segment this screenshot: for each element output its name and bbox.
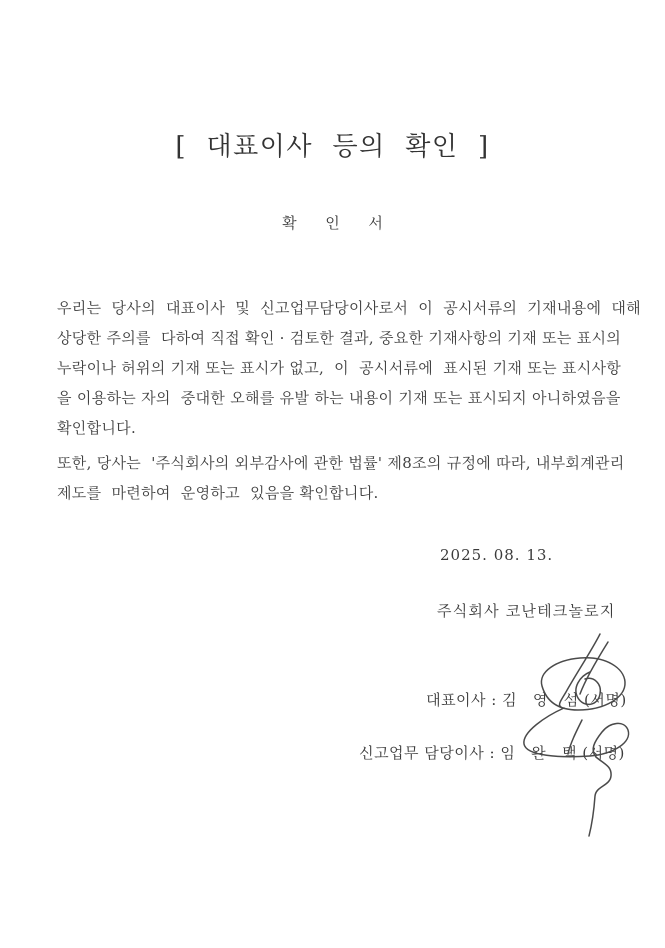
paragraph-line: 제도를 마련하여 운영하고 있음을 확인합니다.	[57, 484, 379, 502]
ceo-label: 대표이사 :	[426, 691, 503, 709]
officer-label: 신고업무 담당이사 :	[359, 744, 501, 762]
ceo-signature-line	[405, 671, 627, 728]
ceo-name: 김 영 섬	[502, 691, 579, 709]
paragraph-internal-control	[57, 448, 625, 508]
company-name: 주식회사 코난테크놀로지	[437, 602, 616, 620]
paragraph-line: 상당한 주의를 다하여 직접 확인 · 검토한 결과, 중요한 기재사항의 기재 또는 표시의	[57, 329, 622, 347]
paragraph-line: 을 이용하는 자의 중대한 오해를 유발 하는 내용이 기재 또는 표시되지 아니하였음을	[57, 389, 621, 407]
paragraph-line: 우리는 당사의 대표이사 및 신고업무담당이사로서 이 공시서류의 기재내용에 대해	[57, 299, 641, 317]
document-subtitle: 확 인 서	[282, 214, 383, 232]
officer-name: 임 완 택	[500, 744, 577, 762]
officer-sign-label: (서명)	[576, 744, 625, 762]
document-date: 2025. 08. 13.	[440, 546, 554, 564]
paragraph-line: 또한, 당사는 '주식회사의 외부감사에 관한 법률' 제8조의 규정에 따라, 내부회계관리	[57, 454, 625, 472]
paragraph-line: 확인합니다.	[57, 419, 137, 437]
ceo-sign-label: (서명)	[578, 691, 627, 709]
paragraph-line: 누락이나 허위의 기재 또는 표시가 없고, 이 공시서류에 표시된 기재 또는 표시사항	[57, 359, 622, 377]
officer-signature-line	[338, 724, 625, 781]
paragraph-confirmation	[57, 293, 641, 443]
document-title: [ 대표이사 등의 확인 ]	[175, 132, 490, 162]
